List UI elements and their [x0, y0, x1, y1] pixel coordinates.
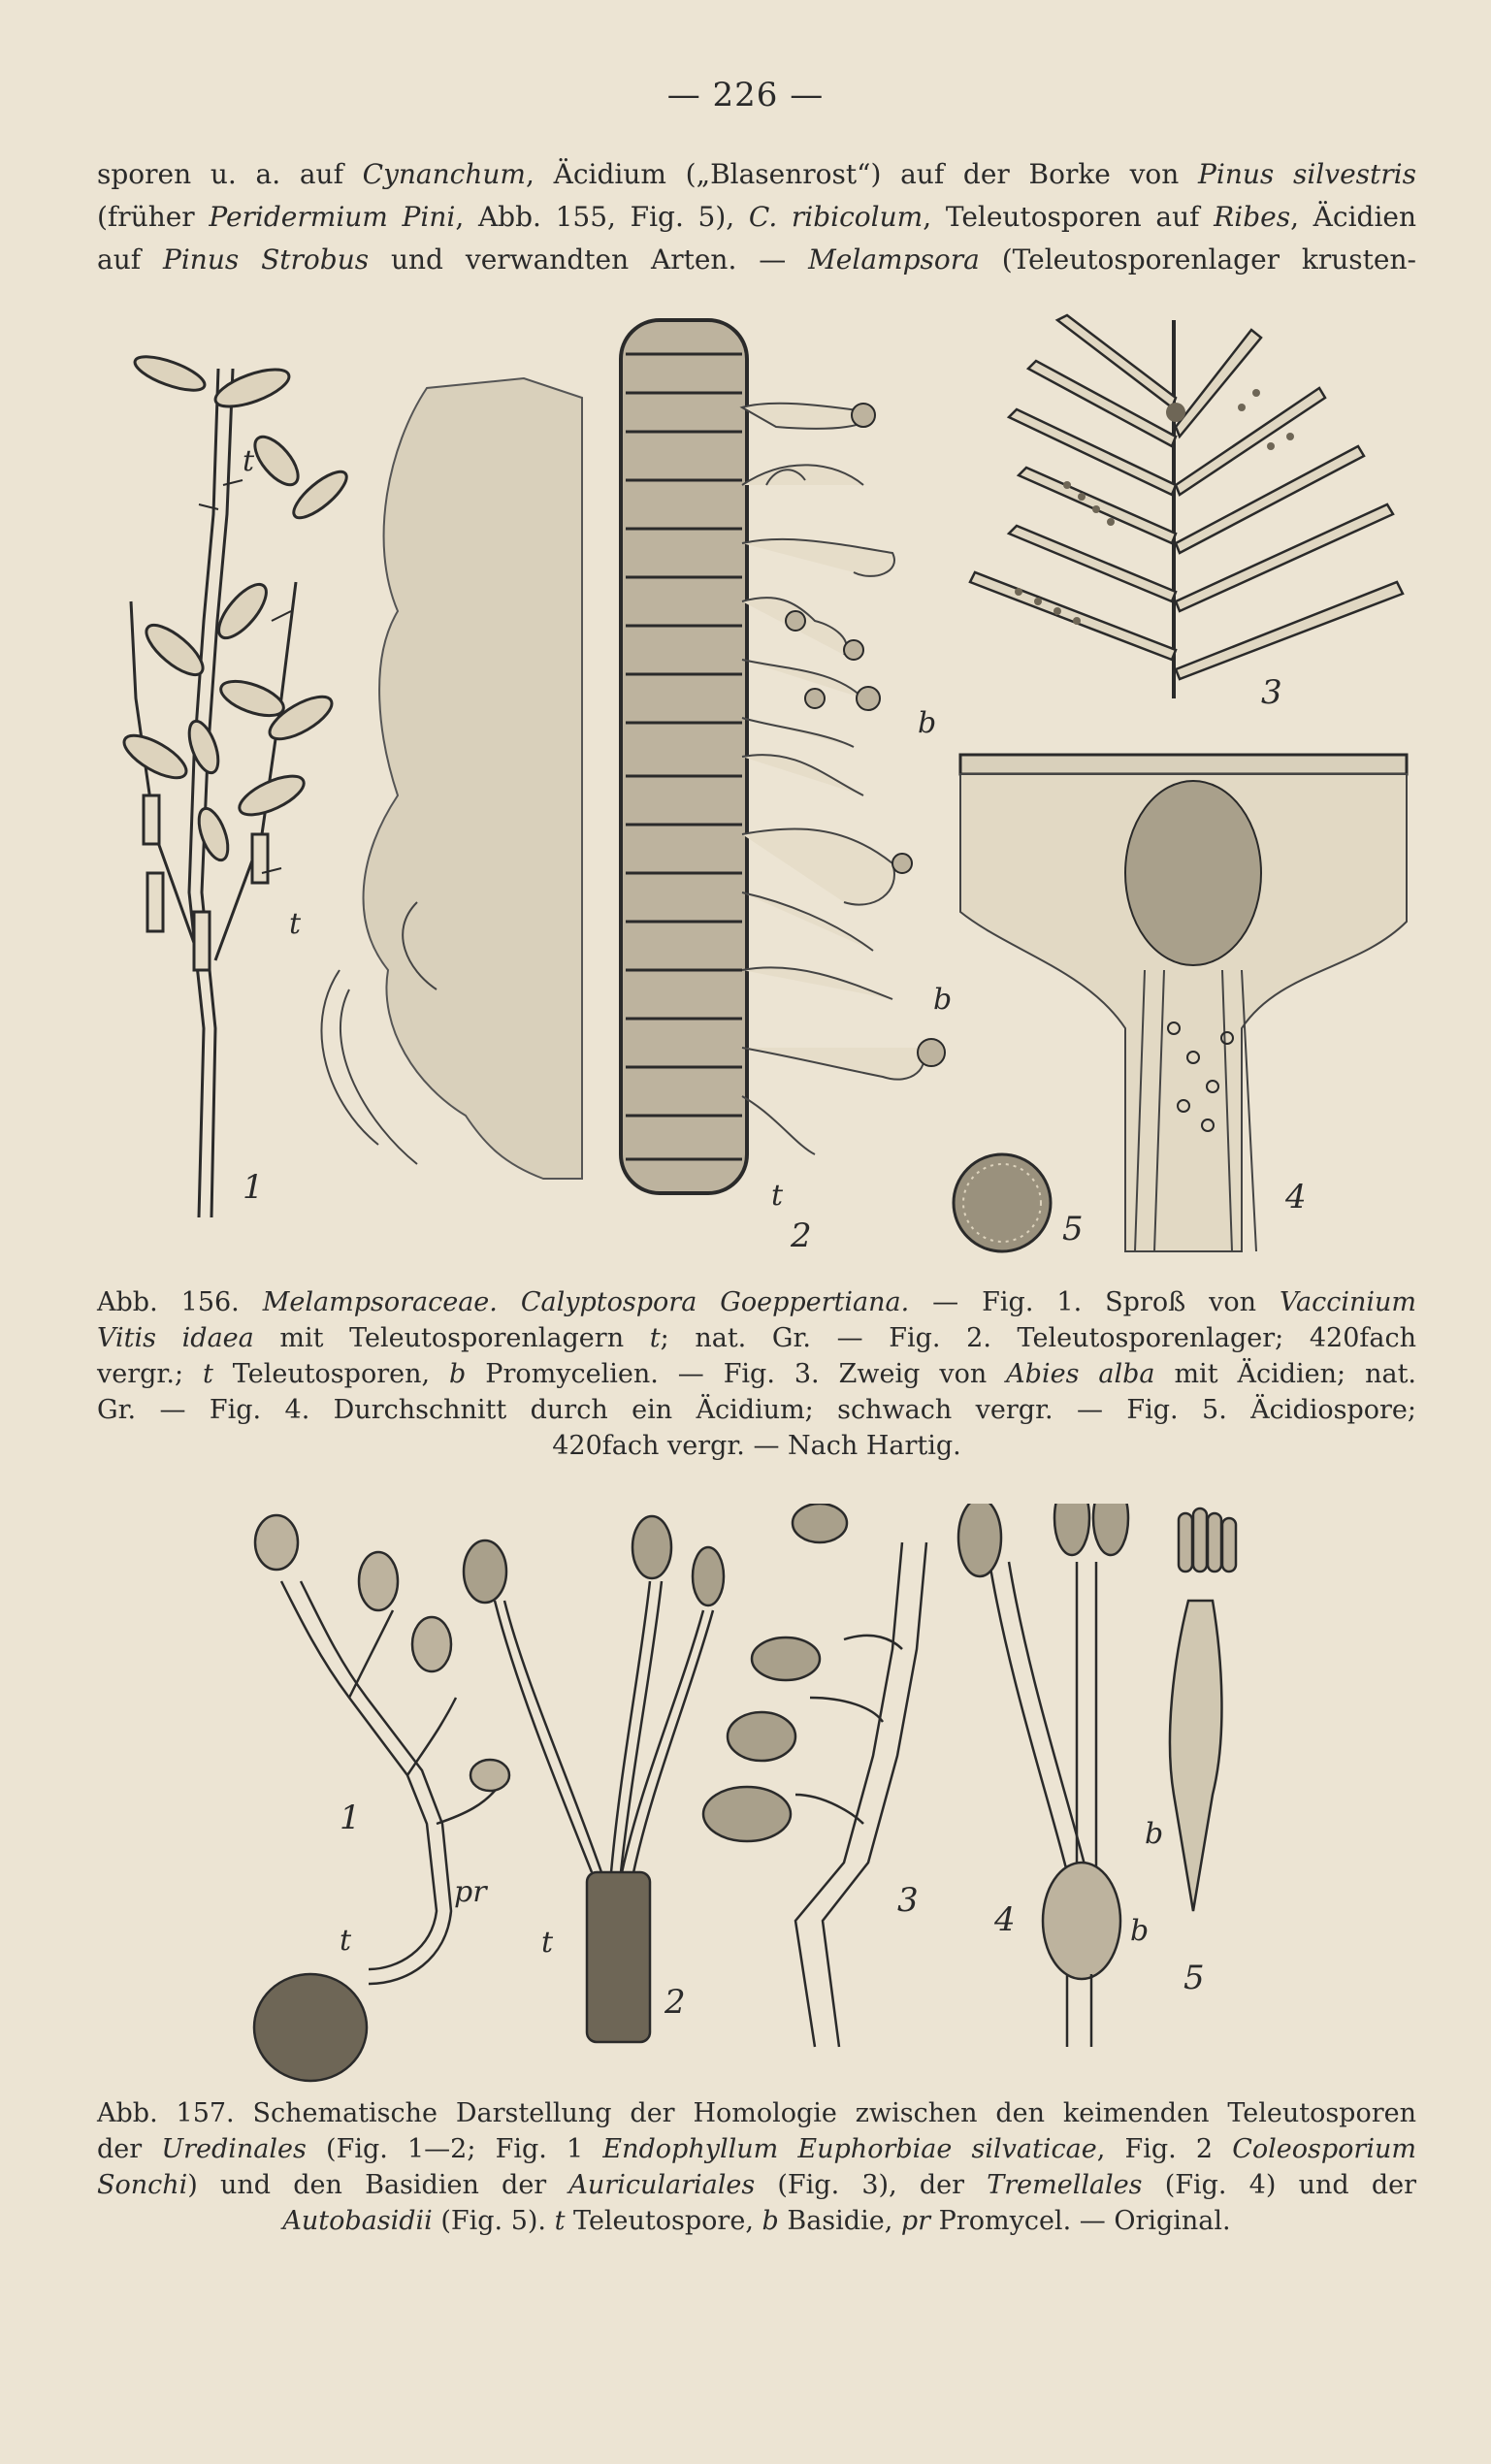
- caption156-line-1: Abb. 156. Melampsoraceae. Calyptospora Goeppertiana. — Fig. 1. Sproß von Vaccinium: [97, 1287, 1416, 1317]
- fig157-5-autobasidii: [1170, 1508, 1236, 1911]
- fig157-label-t-2: t: [541, 1926, 554, 1960]
- fig156-label-2: 2: [791, 1216, 812, 1255]
- page-number: — 226 —: [666, 76, 825, 114]
- fig157-label-b-1: b: [1130, 1914, 1150, 1948]
- caption156-line-2: Vitis idaea mit Teleutosporenlagern t; nat. Gr. — Fig. 2. Teleutosporenlager; 420fach: [97, 1323, 1417, 1353]
- intro-line-3: auf Pinus Strobus und verwandten Arten. — Melampsora (Teleutosporenlager krusten-: [97, 243, 1416, 276]
- fig157-label-1: 1: [340, 1799, 361, 1837]
- fig157-label-3: 3: [897, 1881, 919, 1920]
- caption157-line-1: Abb. 157. Schematische Darstellung der Homologie zwischen den keimenden Teleutosporen: [97, 2098, 1416, 2128]
- fig2-teleutospore-layer: [321, 320, 945, 1193]
- fig157-label-4: 4: [994, 1900, 1016, 1939]
- fig156-label-b-1: b: [918, 706, 937, 740]
- caption157-line-2: der Uredinales (Fig. 1—2; Fig. 1 Endophyllum Euphorbiae silvaticae, Fig. 2 Coleosporium: [97, 2134, 1416, 2164]
- fig157-label-pr: pr: [454, 1875, 487, 1909]
- fig156-label-t-1: t: [243, 444, 255, 478]
- caption-156: [97, 1284, 1416, 1464]
- fig157-label-5: 5: [1183, 1959, 1205, 1997]
- caption-157: [97, 2095, 1416, 2239]
- figure-157: [213, 1504, 1300, 2086]
- figure-156: [97, 291, 1426, 1281]
- fig157-label-t-1: t: [340, 1924, 352, 1958]
- intro-paragraph: [97, 153, 1416, 281]
- caption156-line-4: Gr. — Fig. 4. Durchschnitt durch ein Äcidium; schwach vergr. — Fig. 5. Äcidiospore;: [97, 1395, 1416, 1425]
- fig157-1-endophyllum: [254, 1515, 509, 2081]
- fig156-label-b-2: b: [933, 983, 953, 1017]
- fig156-label-t-2: t: [289, 907, 302, 941]
- fig156-label-4: 4: [1285, 1178, 1307, 1216]
- caption156-line-3: vergr.; t Teleutosporen, b Promycelien. — Fig. 3. Zweig von Abies alba mit Äcidien; nat.: [97, 1359, 1417, 1389]
- caption157-line-3: Sonchi) und den Basidien der Auriculariales (Fig. 3), der Tremellales (Fig. 4) und der: [97, 2170, 1417, 2200]
- caption157-line-4: Autobasidii (Fig. 5). t Teleutospore, b Basidie, pr Promycel. — Original.: [282, 2206, 1231, 2236]
- fig1-vaccinium-shoot: [118, 350, 353, 1217]
- fig157-3-auriculariales: [703, 1504, 926, 2047]
- intro-line-1: sporen u. a. auf Cynanchum, Äcidium („Blasenrost“) auf der Borke von Pinus silvestris: [97, 158, 1416, 190]
- fig156-label-1: 1: [243, 1168, 264, 1207]
- fig3-abies-twig: [970, 315, 1403, 698]
- fig157-4-tremellales: [958, 1504, 1128, 2047]
- fig156-label-3: 3: [1261, 673, 1282, 712]
- fig156-label-5: 5: [1062, 1210, 1084, 1248]
- fig5-aecidiospore: [954, 1154, 1051, 1251]
- intro-line-2: (früher Peridermium Pini, Abb. 155, Fig. 5), C. ribicolum, Teleutosporen auf Ribes, Äcidien: [97, 201, 1417, 233]
- caption156-line-5: 420fach vergr. — Nach Hartig.: [552, 1431, 961, 1461]
- fig156-label-t-3: t: [771, 1179, 784, 1213]
- fig157-label-b-2: b: [1145, 1817, 1164, 1851]
- fig157-label-2: 2: [664, 1983, 686, 2022]
